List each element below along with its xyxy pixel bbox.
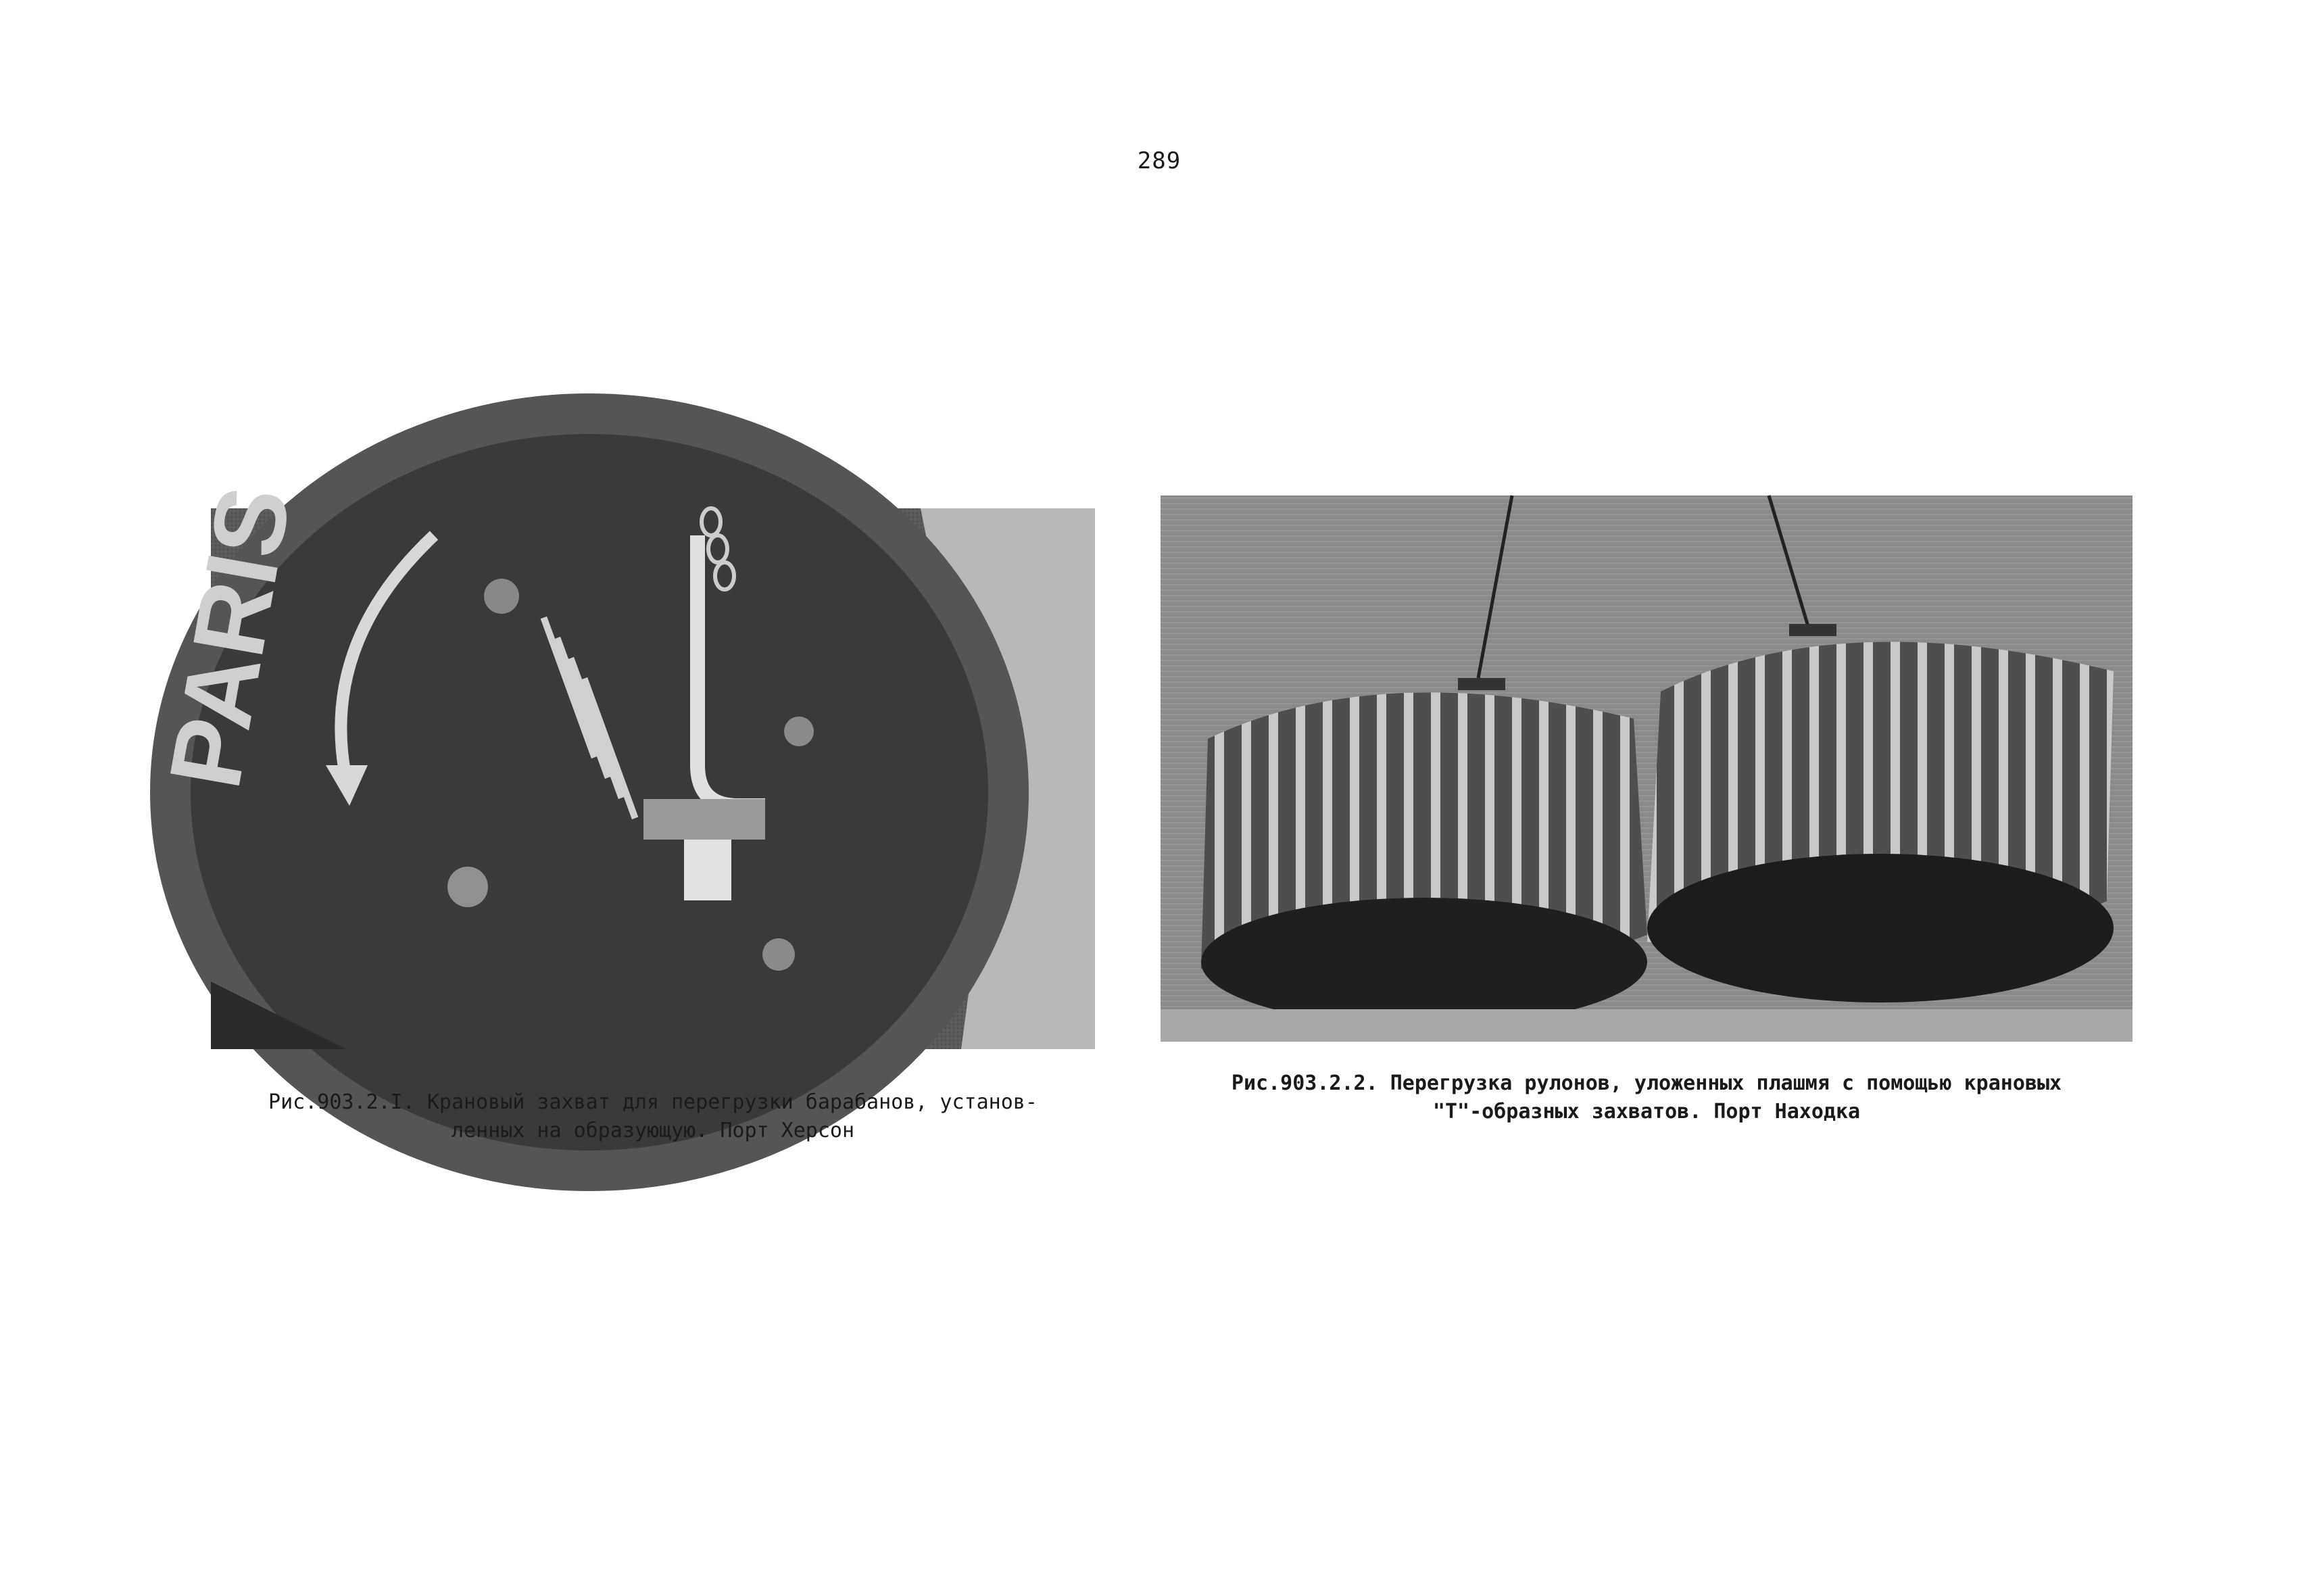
figure-2-caption-line-1: Рис.903.2.2. Перегрузка рулонов, уложенных плашмя с помощью крановых: [1231, 1071, 2062, 1095]
rolls-lifting-photo: [1161, 495, 2133, 1042]
figure-1-photo: [147, 478, 1095, 1049]
figure-1-caption-line-2: ленных на образующую. Порт Херсон: [451, 1119, 855, 1142]
figure-2-photo: [1161, 495, 2133, 1042]
figure-1-caption-line-1: Рис.903.2.I. Крановый захват для перегрузки барабанов, установ-: [268, 1090, 1038, 1114]
figure-2-caption: [1161, 1069, 2133, 1126]
drum-gripper-photo: [147, 478, 1095, 1049]
figure-1-caption: [211, 1088, 1095, 1145]
drum-stencil-text: PARIS: [147, 478, 312, 796]
figure-2-caption-line-2: "Т"-образных захватов. Порт Находка: [1432, 1100, 1861, 1123]
page-number: 289: [1137, 147, 1181, 174]
